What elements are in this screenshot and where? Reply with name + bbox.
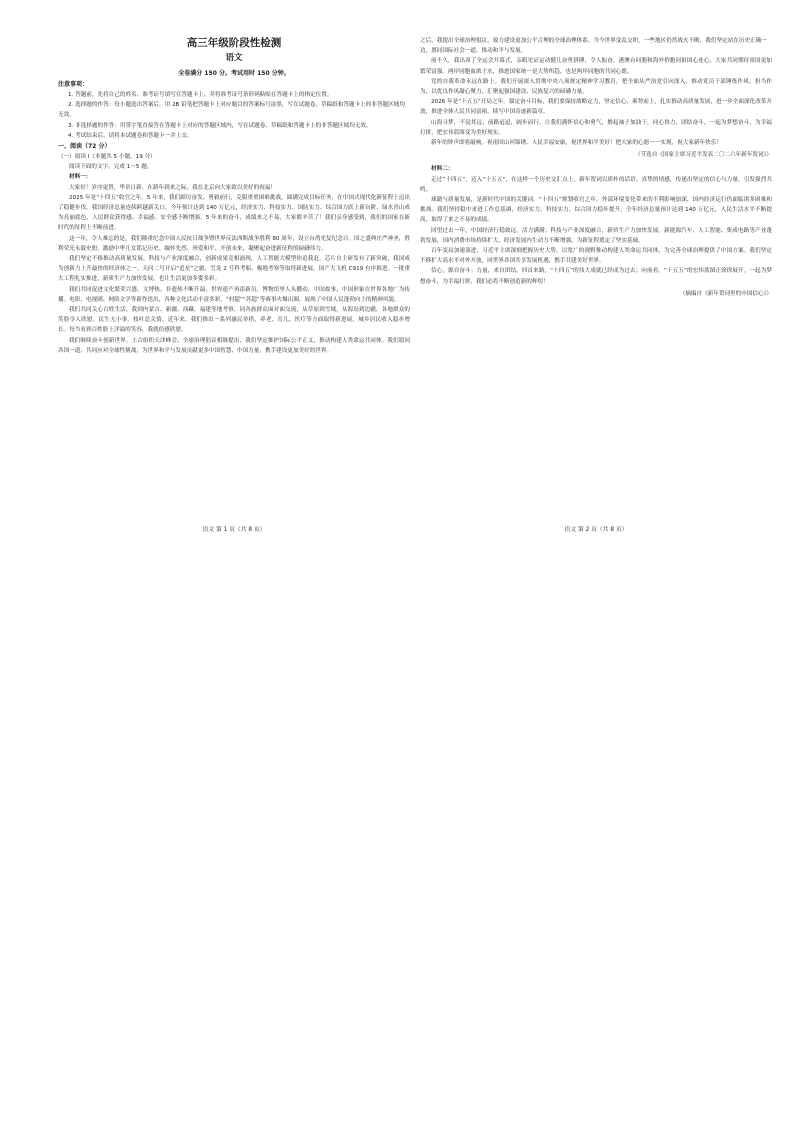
material-1-title: 材料一： [69, 174, 92, 181]
body-paragraph: 这一年，令人难忘的是，我们隆重纪念中国人民抗日战争暨世界反法西斯战争胜利 80 周年，设立台湾光复纪念日。国之盛典庄严神圣，胜利荣光永载史册，激励中华儿女铭记历史、缅怀先烈、珍爱和平、开创未来，凝聚起奋进新征程的磅礴伟力。 [58, 235, 410, 252]
body-paragraph: 我们共同促进文化繁荣兴盛。文博热、非遗热不断升温，世界遗产再添新员，博物馆里人头攒动，中国故事、中国形象在世界各地广为传播。电影、电视剧、网络文学等新作迭出，各种文化活动丰富多彩，“村超”“苏超”等赛事火爆出圈，展现了中国人民蓬勃向上的精神风貌。 [58, 286, 410, 303]
page-title: 高三年级阶段性检测 [186, 37, 282, 49]
body-paragraph: 回望过去一年，中国经济行稳致远，活力满满；科技与产业深度融合，新质生产力加快发展。新能源汽车、人工智能、集成电路等产业蓬勃发展，国内消费市场持续扩大，经济发展内生动力不断增强，为新征程奠定了坚实基础。 [420, 227, 772, 244]
body-paragraph: 我们继续奋斗创新世界。上合组织天津峰会、全球治理倡议相继提出，我们坚定维护国际公平正义，推动构建人类命运共同体。我们愿同各国一道，共同应对全球性挑战，为世界和平与发展贡献更多中国智慧、中国力量，携手建设更加美好的世界。 [58, 337, 410, 354]
body-paragraph: 2025 年是“十四五”收官之年。5 年来，我们踔厉奋发、勇毅前行，克服重重困难挑战，圆满完成目标任务，在中国式现代化新征程上迈出了稳健步伐。我国经济总量连续跨越新关口，今年预计达到 140 万亿元，经济实力、科技实力、国防实力、综合国力跃上新台阶，绿水青山成为亮丽底色，人民群众获得感、幸福感、安全感不断增强。5 年来的奋斗，成绩来之不易，大家都辛苦了！我们亲身感受到，我们的国家在新时代的征程上不断前进。 [58, 194, 410, 232]
exam-info: 全卷满分 150 分。考试用时 150 分钟。 [178, 70, 290, 77]
note-item: 4. 考试结束后，请将本试题卷和答题卡一并上交。 [68, 132, 193, 139]
left-page [58, 36, 410, 356]
subsection-heading: （一）阅读 I（本题共 5 小题，19 分） [58, 154, 156, 161]
body-paragraph: 走过“十四五”，迈入“十五五”，在这样一个历史交汇点上，新年贺词以质朴的话语、真挚的情感，传递出坚定的信心与力量，引发强烈共鸣。 [420, 176, 772, 193]
body-paragraph: 百年变局加速演进，习近平主席深刻把握历史大势，以宽广的视野推动构建人类命运共同体，为完善全球治理提供了中国方案。我们坚定不移扩大高水平对外开放，同世界各国共享发展机遇，携手共建美好世界。 [420, 248, 772, 265]
body-paragraph: 之后，我提出全球治理倡议，致力建设更加公平合理的全球治理体系。当今世界变乱交织，一些地区仍然战火不断，我们坚定站在历史正确一边，愿同国际社会一道，推动和平与发展。 [420, 38, 767, 55]
body-paragraph: 前不久，我出席了全运会开幕式，亲眼见证运动健儿奋勇拼搏，令人振奋。港澳台同胞和海外侨胞同祖国心连心，大家共同期待祖国更加繁荣富强。两岸同胞血浓于水，推进国家统一是大势所趋，也是两岸同胞的共同心愿。 [420, 58, 772, 75]
source-citation: （节选自《国家主席习近平发表二〇二六年新年贺词》） [634, 152, 772, 159]
notes-heading: 注意事项： [58, 81, 89, 88]
note-item: 2. 选择题的作答：每小题选出答案后，用 2B 铅笔把答题卡上对应题目的答案标号涂黑，写在试题卷、草稿纸和答题卡上的非答题区域均无效。 [58, 102, 405, 119]
body-paragraph: 我们共同关心百姓生活。我到内蒙古、新疆、西藏、福建等地考察，同各族群众面对面交流，从草原到雪域，从海岛到边疆，各地群众的笑脸令人欣慰。民生无小事，枝叶总关情。近年来，我们推出一系列惠民举措，养老、育儿、医疗等方面取得新进展，城乡居民收入稳步增长。每当看到百姓脸上洋溢的笑容，我就倍感欣慰。 [58, 307, 410, 334]
section-heading: 一、阅读（72 分） [58, 143, 111, 151]
source-citation: （摘编自《新年贺词里的中国信心》） [679, 290, 772, 297]
subject-title: 语文 [225, 53, 243, 63]
body-paragraph: 信心，源自奋斗；力量，来自团结。回首来路，“十四五”的伟大成就已经成为过去；向前看，“十五五”的宏伟蓝图正徐徐展开。一起为梦想奋斗，为幸福打拼，我们必将不断创造新的辉煌！ [420, 268, 772, 285]
body-paragraph: 我们坚定不移推动高质量发展。科技与产业深度融合，创新成果竞相涌现，人工智能大模型你追我赶，芯片自主研发有了新突破，我国成为创新力上升最快的经济体之一。天问二号开启“追星”之旅，雪龙 2 号科考船、极地考察等取得新进展，国产大飞机 C919 有序推进。一批重大工程扎实推进，新质生产力加快发展，也让生活更加多姿多彩。 [58, 256, 410, 283]
body-paragraph: 2026 年是“十五五”开局之年。锚定奋斗目标，我们要保持战略定力，坚定信心，乘势而上，扎实推动高质量发展，进一步全面深化改革开放，推进全体人民共同富裕，续写中国奇迹新篇章。 [420, 99, 772, 116]
body-paragraph: 大家好！岁序更替，华章日新。在新年到来之际，我在北京向大家致以美好的祝福！ [69, 184, 276, 191]
body-paragraph: 新年的钟声即将敲响。祝祖国山河锦绣、人民幸福安康，祝世界和平美好！把大家的心愿一一实现，祝大家新年快乐！ [431, 140, 722, 147]
instruction: 阅读下面的文字，完成 1～5 题。 [69, 164, 153, 171]
body-paragraph: 球籍与质量发展，是新时代中国的关键词。“十四五”规划收官之年，外部环境变化带来的不利影响加深，国内经济运行仍面临诸多困难和挑战。我们坚持稳中求进工作总基调，经济实力、科技实力、综合国力稳步提升，全年经济总量预计达到 140 万亿元，人民生活水平不断提高，取得了来之不易的成绩。 [420, 197, 772, 224]
body-paragraph: 党的自我革命永远在路上。我们开展深入贯彻中央八项规定精神学习教育，把全面从严治党引向深入，推动党员干部锤炼作风、担当作为，以优良作风凝心聚力，汇聚起强国建设、民族复兴的磅礴力量。 [420, 78, 772, 96]
body-paragraph: 山海寻梦，不觉其远；前路迢迢，阔步而行。让我们满怀信心和勇气，撸起袖子加油干，同心协力、团结奋斗，一起为梦想奋斗，为幸福打拼，把宏伟蓝图变为美好现实。 [420, 119, 772, 136]
right-page [420, 36, 772, 303]
material-2-title: 材料二： [431, 166, 454, 173]
page-footer: 语文 第 1 页（共 8 页） [202, 527, 266, 533]
note-item: 3. 非选择题的作答：用签字笔直接答在答题卡上对应的答题区域内，写在试题卷、草稿纸和答题卡上的非答题区域均无效。 [68, 122, 372, 129]
note-item: 1. 答题前，先将自己的姓名、准考证号填写在答题卡上，并将准考证号条形码粘贴在答题卡上的指定位置。 [68, 92, 333, 98]
page-footer: 语文 第 2 页（共 8 页） [564, 527, 628, 533]
